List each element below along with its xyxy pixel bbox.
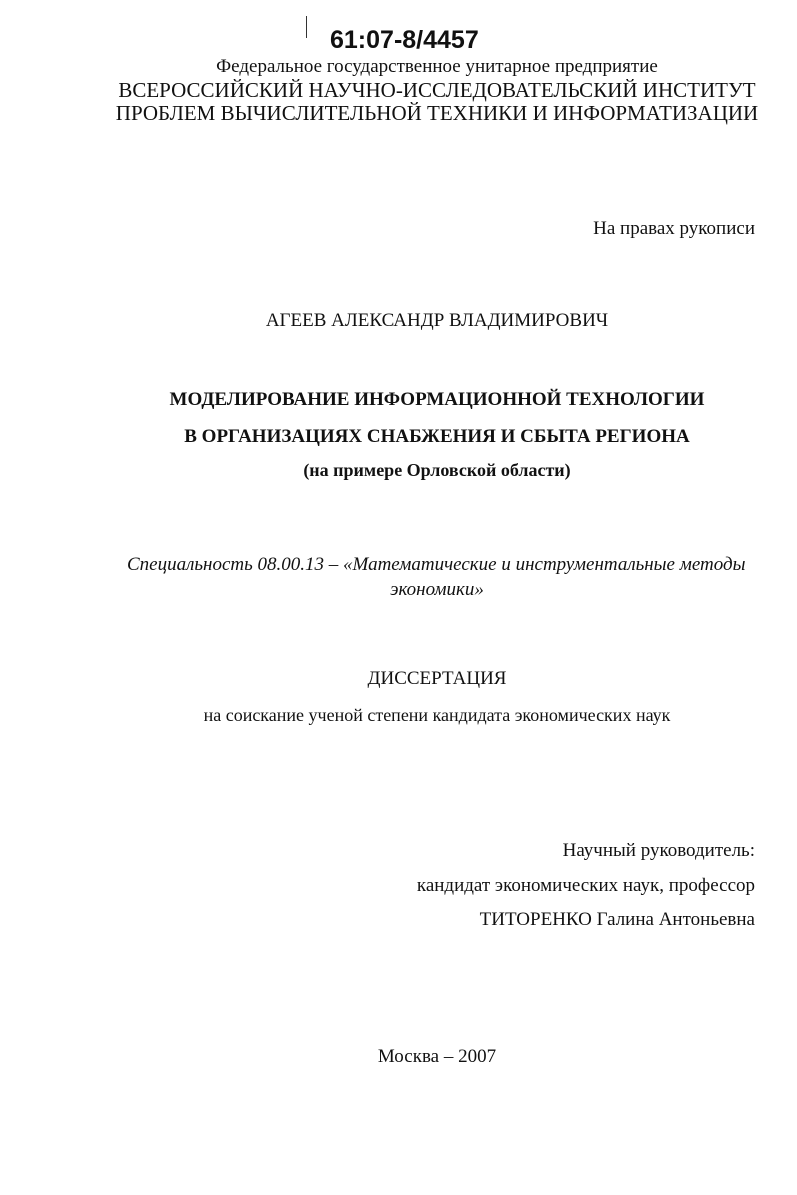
place-year: Москва – 2007 — [377, 1046, 497, 1067]
supervisor-label: Научный руководитель: — [562, 840, 755, 861]
supervisor-name: ТИТОРЕНКО Галина Антоньевна — [479, 909, 755, 930]
organization-line-3: ПРОБЛЕМ ВЫЧИСЛИТЕЛЬНОЙ ТЕХНИКИ И ИНФОРМАТИЗАЦИИ — [115, 101, 759, 125]
work-type: ДИССЕРТАЦИЯ — [367, 668, 507, 689]
supervisor-degree: кандидат экономических наук, профессор — [416, 875, 755, 896]
author-name: АГЕЕВ АЛЕКСАНДР ВЛАДИМИРОВИЧ — [265, 310, 609, 331]
degree-line: на соискание ученой степени кандидата экономических наук — [203, 705, 671, 725]
scan-mark — [306, 16, 307, 38]
title-line-2: В ОРГАНИЗАЦИЯХ СНАБЖЕНИЯ И СБЫТА РЕГИОНА — [184, 426, 690, 447]
specialty-line-1: Специальность 08.00.13 – «Математические и инструментальные методы — [127, 554, 746, 575]
organization-line-2: ВСЕРОССИЙСКИЙ НАУЧНО-ИССЛЕДОВАТЕЛЬСКИЙ ИНСТИТУТ — [118, 78, 756, 102]
catalog-stamp: 61:07-8/4457 — [330, 26, 479, 54]
organization-line-1: Федеральное государственное унитарное предприятие — [216, 56, 658, 77]
manuscript-note: На правах рукописи — [593, 218, 755, 239]
title-subtitle: (на примере Орловской области) — [303, 460, 571, 480]
specialty-line-2: экономики» — [390, 579, 484, 600]
title-line-1: МОДЕЛИРОВАНИЕ ИНФОРМАЦИОННОЙ ТЕХНОЛОГИИ — [169, 389, 705, 410]
